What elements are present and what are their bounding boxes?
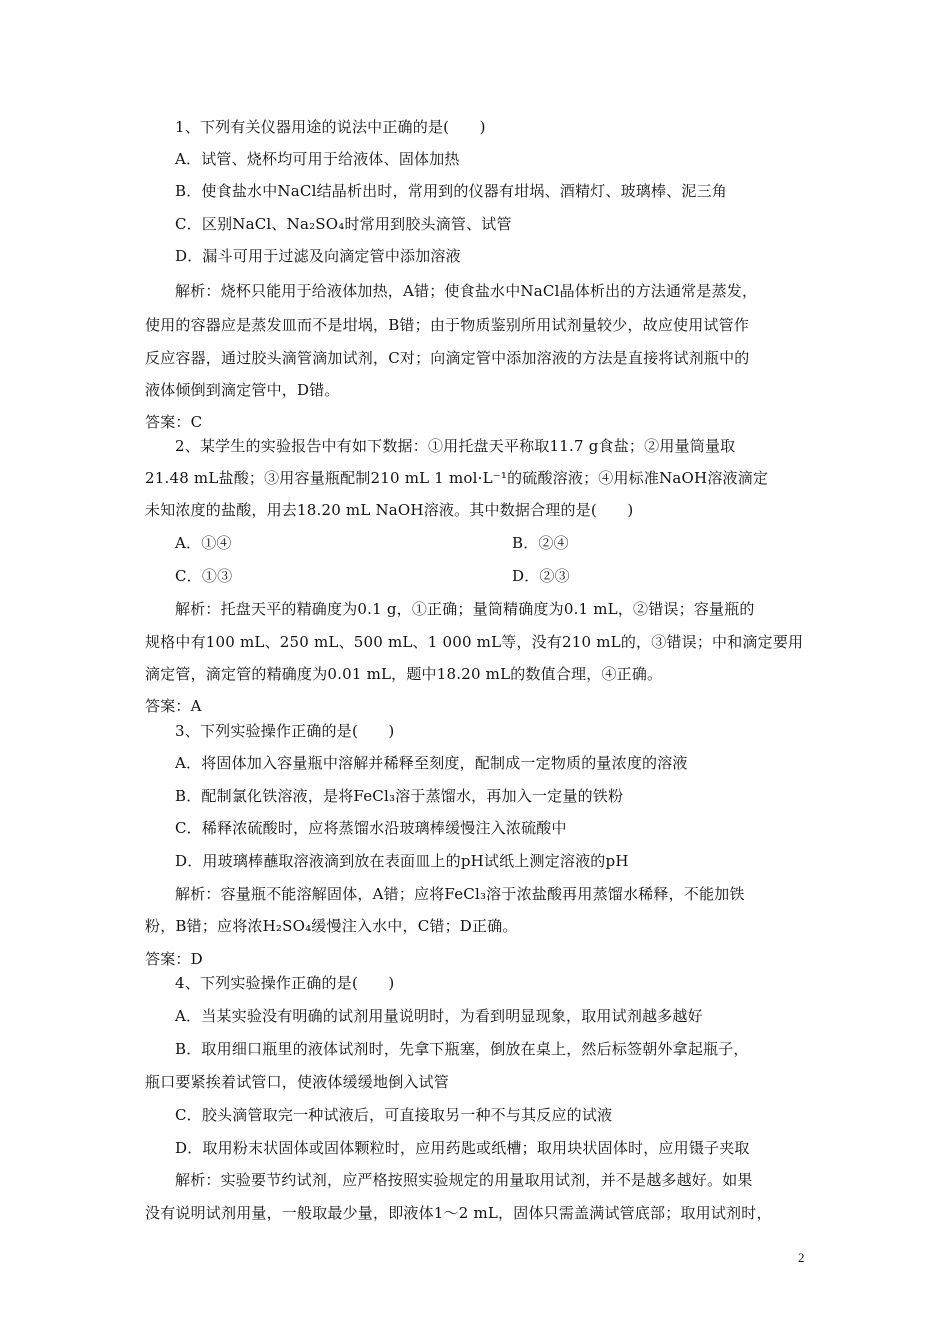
- question-2-stem-line: 未知浓度的盐酸，用去18.20 mL NaOH溶液。其中数据合理的是( ): [145, 501, 634, 519]
- question-1-option-b: B．使食盐水中NaCl结晶析出时，常用到的仪器有坩埚、酒精灯、玻璃棒、泥三角: [175, 182, 727, 200]
- question-1-analysis-line: 反应容器，通过胶头滴管滴加试剂，C对；向滴定管中添加溶液的方法是直接将试剂瓶中的: [145, 349, 750, 367]
- question-4-option-d: D．取用粉末状固体或固体颗粒时，应用药匙或纸槽；取用块状固体时，应用镊子夹取: [175, 1139, 750, 1157]
- question-3-option-b: B．配制氯化铁溶液，是将FeCl₃溶于蒸馏水，再加入一定量的铁粉: [175, 787, 624, 805]
- question-4-option-b: B．取用细口瓶里的液体试剂时，先拿下瓶塞，倒放在桌上，然后标签朝外拿起瓶子，: [175, 1040, 749, 1058]
- question-2-option-a: A．①④: [175, 534, 232, 552]
- question-1-answer: 答案：C: [145, 413, 203, 431]
- question-3-option-d: D．用玻璃棒蘸取溶液滴到放在表面皿上的pH试纸上测定溶液的pH: [175, 852, 629, 870]
- question-2-answer: 答案：A: [145, 697, 202, 715]
- question-1-option-c: C．区别NaCl、Na₂SO₄时常用到胶头滴管、试管: [175, 215, 512, 233]
- page-number: 2: [798, 1250, 805, 1265]
- question-2-analysis-line: 规格中有100 mL、250 mL、500 mL、1 000 mL等，没有210 mL的，③错误；中和滴定要用: [145, 633, 804, 651]
- question-3-stem: 3、下列实验操作正确的是( ): [175, 722, 395, 740]
- question-4-stem: 4、下列实验操作正确的是( ): [175, 974, 395, 992]
- question-1-analysis-line: 使用的容器应是蒸发皿而不是坩埚，B错；由于物质鉴别所用试剂量较少，故应使用试管作: [145, 316, 750, 334]
- question-4-option-c: C．胶头滴管取完一种试液后，可直接取另一种不与其反应的试液: [175, 1106, 613, 1124]
- question-3-analysis-line: 粉，B错；应将浓H₂SO₄缓慢注入水中，C错；D正确。: [145, 917, 518, 935]
- question-2-option-b: B．②④: [512, 534, 569, 552]
- question-1-analysis-line: 解析：烧杯只能用于给液体加热，A错；使食盐水中NaCl晶体析出的方法通常是蒸发，: [175, 282, 758, 300]
- question-3-option-a: A．将固体加入容量瓶中溶解并稀释至刻度，配制成一定物质的量浓度的溶液: [175, 754, 688, 772]
- question-3-option-c: C．稀释浓硫酸时，应将蒸馏水沿玻璃棒缓慢注入浓硫酸中: [175, 819, 567, 837]
- question-2-option-d: D．②③: [512, 567, 570, 585]
- question-4-option-b-cont: 瓶口要紧挨着试管口，使液体缓缓地倒入试管: [145, 1073, 450, 1091]
- question-3-answer: 答案：D: [145, 950, 203, 968]
- question-1-stem: 1、下列有关仪器用途的说法中正确的是( ): [175, 118, 486, 136]
- question-4-analysis-line: 解析：实验要节约试剂，应严格按照实验规定的用量取用试剂，并不是越多越好。如果: [175, 1171, 753, 1189]
- question-4-analysis-line: 没有说明试剂用量，一般取最少量，即液体1～2 mL，固体只需盖满试管底部；取用试剂时，: [145, 1204, 772, 1222]
- question-2-stem-line: 21.48 mL盐酸；③用容量瓶配制210 mL 1 mol·L⁻¹的硫酸溶液；④用标准NaOH溶液滴定: [145, 469, 769, 487]
- question-1-option-a: A．试管、烧杯均可用于给液体、固体加热: [175, 150, 460, 168]
- question-2-analysis-line: 滴定管，滴定管的精确度为0.01 mL，题中18.20 mL的数值合理，④正确。: [145, 665, 663, 683]
- question-1-analysis-line: 液体倾倒到滴定管中，D错。: [145, 381, 340, 399]
- question-2-stem-line: 2、某学生的实验报告中有如下数据：①用托盘天平称取11.7 g食盐；②用量筒量取: [175, 437, 736, 455]
- question-1-option-d: D．漏斗可用于过滤及向滴定管中添加溶液: [175, 247, 461, 265]
- question-4-option-a: A．当某实验没有明确的试剂用量说明时，为看到明显现象，取用试剂越多越好: [175, 1007, 703, 1025]
- question-2-option-c: C．①③: [175, 567, 233, 585]
- question-3-analysis-line: 解析：容量瓶不能溶解固体，A错；应将FeCl₃溶于浓盐酸再用蒸馏水稀释，不能加铁: [175, 885, 745, 903]
- question-2-analysis-line: 解析：托盘天平的精确度为0.1 g，①正确；量筒精确度为0.1 mL，②错误；容量瓶的: [175, 600, 755, 618]
